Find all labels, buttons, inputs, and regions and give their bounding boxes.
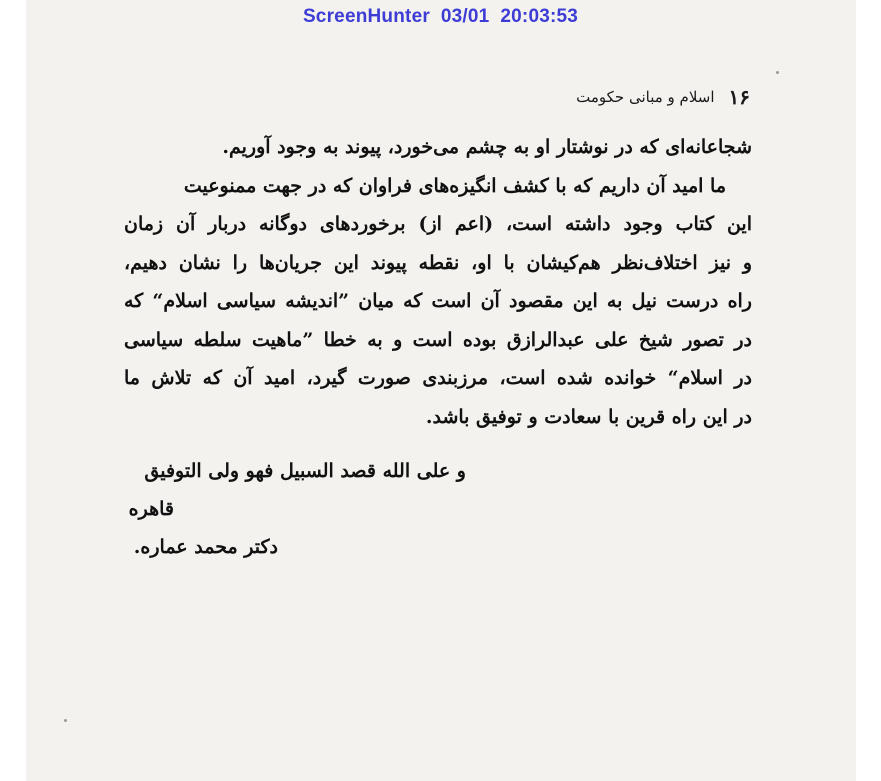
page-number: ۱۶ xyxy=(728,85,750,109)
closing-author: دکتر محمد عماره. xyxy=(133,536,278,558)
paper-speck xyxy=(776,71,779,74)
body-paragraph xyxy=(124,128,752,436)
text-line: و نیز اختلاف‌نظر هم‌کیشان با او، نقطه پیوند این جریان‌ها را نشان دهیم، xyxy=(124,251,752,274)
text-line: در این راه قرین با سعادت و توفیق باشد. xyxy=(425,405,752,428)
text-line: راه درست نیل به این مقصود آن است که میان ”اندیشه سیاسی اسلام“ که xyxy=(124,290,752,312)
text-line: در اسلام“ خوانده شده است، مرزبندی صورت گیرد، امید آن که تلاش ما xyxy=(124,367,752,389)
page-header xyxy=(500,83,750,111)
closing-place: قاهره xyxy=(128,498,174,520)
text-line: ما امید آن داریم که با کشف انگیزه‌های فراوان که در جهت ممنوعیت xyxy=(183,174,726,197)
text-line: شجاعانه‌ای که در نوشتار او به چشم می‌خورد، پیوند به وجود آوریم. xyxy=(222,136,752,158)
closing-signature xyxy=(124,452,752,566)
running-title: اسلام و مبانی حکومت xyxy=(576,88,715,106)
text-line: در تصور شیخ علی عبدالرازق بوده است و به خطا ”ماهیت سلطه سیاسی xyxy=(124,328,752,351)
screenhunter-watermark: ScreenHunter 03/01 20:03:53 xyxy=(302,6,579,27)
closing-prayer: و علی الله قصد السبیل فهو ولی التوفیق xyxy=(144,460,466,482)
paper-speck xyxy=(64,719,67,722)
text-line: این کتاب وجود داشته است، (اعم از) برخوردهای دوگانه دربار آن زمان xyxy=(124,213,752,235)
